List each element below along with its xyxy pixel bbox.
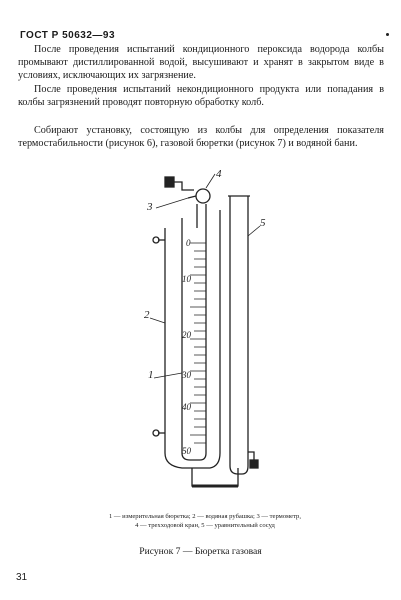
callout-leader-1: [154, 373, 182, 378]
paragraph-assembly: Собирают установку, состоящую из колбы для определения показателя термостабильности (рисунок 6), газовой бюретки (рисунок 7) и водяной бани.: [18, 125, 384, 150]
callout-2: 2: [144, 309, 150, 321]
burette-scale: [190, 243, 206, 443]
paragraph-reprocessing: После проведения испытаний некондиционного продукта или попадания в колбы загрязнений проводят повторную обработку колб.: [18, 84, 384, 109]
scale-label: 0: [186, 238, 191, 248]
leveling-vessel: [230, 196, 248, 474]
legend-line: 4 — трехходовой кран, 5 — уравнительный сосуд: [135, 522, 275, 529]
page-number: 31: [16, 572, 28, 583]
callout-leader-3: [156, 198, 188, 208]
callout-1: 1: [148, 369, 154, 381]
paragraph-washing: После проведения испытаний кондиционного пероксида водорода колбы промывают дистиллированной водой, высушивают и хранят в закрытом виде в условиях, исключающих их загрязнение.: [18, 44, 384, 82]
legend-line: 1 — измерительная бюретка; 2 — водяная рубашка; 3 — термометр,: [108, 513, 301, 520]
cock-handle: [188, 196, 196, 198]
scale-label: 40: [182, 402, 191, 412]
callout-leader-2: [150, 318, 165, 323]
drain-tap: [248, 452, 254, 460]
callout-leader-4: [206, 174, 215, 188]
standard-header: ГОСТ Р 50632—93: [20, 30, 116, 41]
three-way-cock: [196, 189, 210, 203]
callout-leader-5: [248, 226, 260, 236]
inlet-stopper: [165, 177, 174, 187]
gas-burette-drawing: [130, 168, 280, 503]
margin-dot: [386, 33, 389, 36]
callout-3: 3: [147, 201, 153, 213]
figure-caption: Рисунок 7 — Бюретка газовая: [139, 546, 262, 557]
callout-5: 5: [260, 217, 266, 229]
scale-label: 20: [182, 330, 191, 340]
figure-legend: [40, 512, 370, 530]
callout-4: 4: [216, 168, 222, 180]
scale-label: 50: [182, 446, 191, 456]
scale-label: 10: [182, 274, 191, 284]
scale-label: 30: [182, 370, 191, 380]
